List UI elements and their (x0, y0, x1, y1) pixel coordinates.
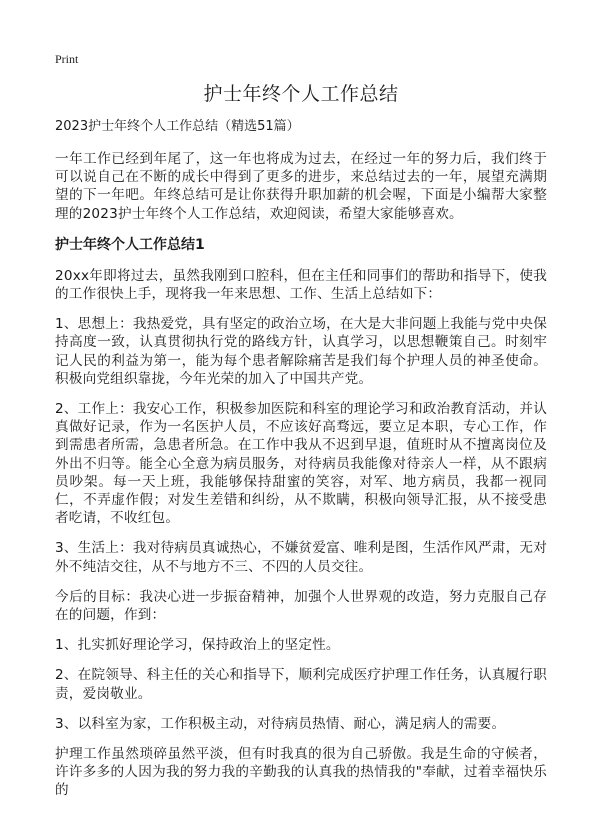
paragraph-ideology: 1、思想上：我热爱党，具有坚定的政治立场，在大是大非问题上我能与党中央保持高度一致，认真贯彻执行党的路线方针，认真学习，以思想鞭策自己。时刻牢记人民的利益为第一，能为每个患者解除痛苦是我们每个护理人员的神圣使命。积极向党组织靠拢，今年光荣的加入了中国共产党。 (55, 316, 547, 387)
paragraph-goal-3: 3、以科室为家，工作积极主动，对待病员热情、耐心，满足病人的需要。 (55, 715, 506, 732)
section-heading: 护士年终个人工作总结1 (55, 236, 205, 253)
paragraph-work: 2、工作上：我安心工作，积极参加医院和科室的理论学习和政治教育活动，并认真做好记录，作为一名医护人员，不应该好高骛远，要立足本职，专心工作，作到需患者所需，急患者所急。在工作中我从不迟到早退，值班时从不擅离岗位及外出不归等。能全心全意为病员服务，对待病员我能像对待亲人一样，从不跟病员吵架。每一天上班，我能够保持甜蜜的笑容，对军、地方病员，我都一视同仁，不弄虚作假；对发生差错和纠纷，从不欺瞒，积极向领导汇报，从不接受患者吃请，不收红包。 (55, 401, 547, 527)
paragraph-life: 3、生活上：我对待病员真诚热心，不嫌贫爱富、唯利是图，生活作风严肃，无对外不纯洁交往，从不与地方不三、不四的人员交往。 (55, 540, 547, 575)
document-title: 护士年终个人工作总结 (203, 83, 399, 105)
paragraph-goal-1: 1、扎实抓好理论学习，保持政治上的坚定性。 (55, 637, 340, 654)
paragraph-opening: 20xx年即将过去，虽然我刚到口腔科，但在主任和同事们的帮助和指导下，使我的工作很快上手，现将我一年来思想、工作、生活上总结如下： (55, 267, 547, 303)
paragraph-closing: 护理工作虽然琐碎虽然平淡，但有时我真的很为自己骄傲。我是生命的守候者，许许多多的人因为我的努力我的辛勤我的认真我的热情我的"奉献，过着幸福快乐的 (55, 746, 547, 799)
document-subtitle: 2023护士年终个人工作总结（精选51篇） (55, 119, 300, 134)
print-link[interactable]: Print (55, 52, 79, 66)
paragraph-goals: 今后的目标：我决心进一步振奋精神，加强个人世界观的改造，努力克服自己存在的问题，作到： (55, 588, 547, 624)
paragraph-goal-2: 2、在院领导、科主任的关心和指导下，顺利完成医疗护理工作任务，认真履行职责，爱岗敬业。 (55, 667, 547, 702)
intro-paragraph: 一年工作已经到年尾了，这一年也将成为过去，在经过一年的努力后，我们终于可以说自己在不断的成长中得到了更多的进步，来总结过去的一年，展望充满期望的下一年吧。年终总结可是让你获得升职加薪的机会喔，下面是小编帮大家整理的2023护士年终个人工作总结，欢迎阅读，希望大家能够喜欢。 (55, 151, 547, 222)
document-page (55, 52, 547, 812)
